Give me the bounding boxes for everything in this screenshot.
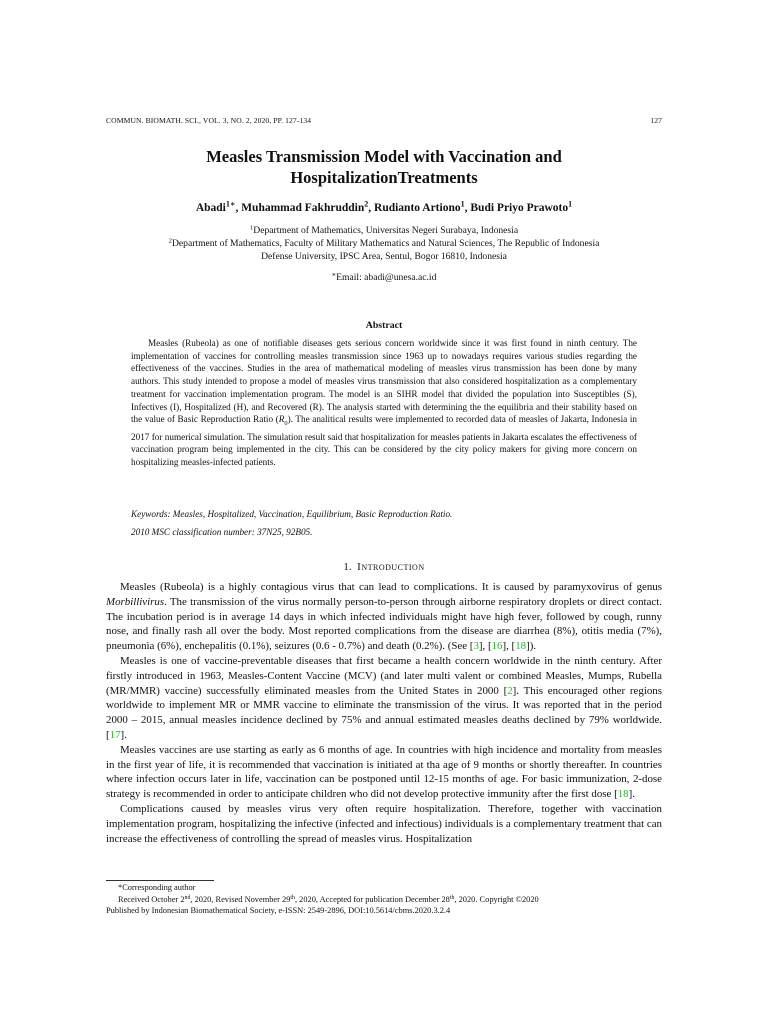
page-number: 127: [650, 116, 662, 125]
ordinal-sup: th: [290, 894, 295, 901]
author-separator: ,: [464, 202, 471, 214]
r0-symbol: R: [278, 414, 285, 425]
author-name: Muhammad Fakhruddin: [241, 202, 365, 214]
introduction-body: [106, 580, 662, 846]
citation-link[interactable]: 16: [491, 640, 503, 653]
text: ]).: [526, 640, 537, 653]
keywords-block: [131, 505, 637, 541]
abstract-text: ). The analitical results were implemented to recorded data of measles of Jakarta, Indonesia in 2017 for numerical simulation. The simulation result said that hospitalization for measles patients in Jakarta escalates the effectiveness of vaccination program being implemented in the city. This can be considered by the city policy makers for giving more concern on hospitalizing measles-infected patients.: [131, 414, 637, 468]
abstract-heading: Abstract: [365, 320, 403, 331]
text: ]. This encouraged other regions worldwide to implement MR or MMR vaccine to eliminate the transmission of the virus. It was reported that in the period 2000 – 2015, annual measles incidence declined by 75% and annual estimated measles deaths declined by 79% worldwide. [: [106, 684, 662, 741]
citation-link[interactable]: 18: [515, 640, 527, 653]
keywords: Keywords: Measles, Hospitalized, Vaccination, Equilibrium, Basic Reproduction Ratio.: [131, 509, 453, 519]
running-header: [106, 116, 662, 125]
r0-subscript: 0: [284, 420, 288, 428]
text: , 2020. Copyright ©2020: [454, 894, 539, 904]
author-separator: ,: [235, 202, 242, 214]
author-list: [0, 199, 768, 214]
ordinal-sup: nd: [184, 894, 191, 901]
citation-link[interactable]: 2: [507, 684, 513, 697]
ordinal-sup: th: [449, 894, 455, 901]
title-line-2: HospitalizationTreatments: [290, 168, 478, 187]
author-affil-sup: 1: [568, 199, 573, 209]
msc-classification: 2010 MSC classification number: 37N25, 92B05.: [131, 527, 313, 537]
publisher-info: Published by Indonesian Biomathematical Society, e-ISSN: 2549-2896, DOI:10.5614/cbms.2020.3.2.4: [106, 906, 451, 916]
genus-name: Morbillivirus: [106, 595, 165, 608]
affiliation-sup: 2: [168, 237, 172, 245]
author-affil-sup: 1∗: [225, 199, 236, 209]
text: Measles is one of vaccine-preventable diseases that first became a health concern worldwide in the ninth century. After firstly introduced in 1963, Measles-Content Vaccine (MCV) (and later multi valent or combined Measles, Mumps, Rubella (MR/MMR) vaccine) successfully eliminated measles from the United States in 2000 [: [106, 654, 662, 697]
paragraph: Complications caused by measles virus very often require hospitalization. Therefore, together with vaccination implementation program, hospitalizing the infective (infected and infectious) individuals is a complementary treatment that can increase the effectiveness of controlling the spread of measles virus. Hospitalization: [106, 802, 662, 845]
author-affil-sup: 1: [460, 199, 465, 209]
author-separator: ,: [368, 202, 375, 214]
paper-title: [0, 146, 768, 188]
affiliation-sup: 1: [249, 224, 254, 232]
text: ].: [628, 788, 635, 801]
email-sup: ∗: [331, 271, 337, 279]
citation-link[interactable]: 3: [473, 640, 479, 653]
corresponding-author-note: *Corresponding author: [118, 883, 196, 892]
affiliation-1: [0, 224, 768, 237]
text: ], [: [478, 640, 492, 653]
abstract-body: [131, 337, 637, 469]
section-number: 1.: [343, 561, 352, 573]
footnote: [106, 882, 662, 917]
affiliations: [0, 224, 768, 263]
author-name: Abadi: [195, 202, 226, 214]
section-title: Introduction: [357, 561, 425, 573]
text: , 2020, Revised November 29: [190, 894, 291, 904]
affiliation-text: Department of Mathematics, Faculty of Military Mathematics and Natural Sciences, The Republic of Indonesia: [171, 238, 600, 249]
text: , 2020, Accepted for publication December 28: [294, 894, 450, 904]
text: ].: [120, 728, 127, 741]
text: Received October 2: [118, 894, 185, 904]
abstract-text: Measles (Rubeola) as one of notifiable diseases gets serious concern worldwide since it was first found in ninth century. The implementation of vaccines for controlling measles transmission since 1963 up to nowadays requires various studies regarding the effectiveness of the vaccines. Studies in the area of mathematical modeling of measles virus transmission has been done by many authors. This study intended to propose a model of measles virus transmission that also considered hospitalization as a complementary treatment for vaccination implementation program. The model is an SIHR model that divided the population into Susceptibles (S), Infectives (I), Hospitalized (H), and Recovered (R). The analysis started with determining the the equilibria and their stability based on the value of Basic Reproduction Ratio (: [131, 338, 637, 425]
paragraph: [106, 580, 662, 654]
corresponding-email: [0, 272, 768, 283]
affiliation-2: [0, 237, 768, 250]
author-name: Budi Priyo Prawoto: [470, 202, 569, 214]
text: . The transmission of the virus normally person-to-person through airborne respiratory droplets or direct contact. The incubation period is in average 14 days in which infected individuals might have high fever, followed by cough, runny nose, and finally rash all over the body. Most reported complications from the disease are diarrhea (8%), otitis media (7%), pneumonia (6%), enchepalitis (0.1%), seizures (0.6 - 0.7%) and death (0.2%). (See [: [106, 595, 662, 653]
section-heading: [0, 561, 768, 573]
author-affil-sup: 2: [364, 199, 369, 209]
citation-link[interactable]: 17: [109, 728, 121, 741]
footnote-divider: [106, 880, 214, 881]
text: Measles (Rubeola) is a highly contagious virus that can lead to complications. It is caused by paramyxovirus of genus: [120, 581, 662, 593]
text: ], [: [502, 640, 516, 653]
paragraph: [106, 654, 662, 743]
email-text: Email: abadi@unesa.ac.id: [336, 272, 437, 283]
text: Measles vaccines are use starting as early as 6 months of age. In countries with high incidence and mortality from measles in the first year of life, it is recommended that vaccination is initiated at tha age of 9 months or shortly thereafter. In countries where infection occurs later in life, vaccination can be postponed until 12-15 months of age. For basic immunization, 2-dose strategy is recommended in order to anticipate children who did not develop protective immunity after the first dose [: [106, 743, 662, 801]
title-line-1: Measles Transmission Model with Vaccination and: [206, 147, 562, 166]
author-name: Rudianto Artiono: [374, 202, 461, 214]
citation-link[interactable]: 18: [617, 788, 629, 801]
affiliation-text: Department of Mathematics, Universitas Negeri Surabaya, Indonesia: [253, 225, 519, 236]
affiliation-2-continued: Defense University, IPSC Area, Sentul, Bogor 16810, Indonesia: [261, 251, 507, 262]
paragraph: [106, 743, 662, 802]
journal-citation: COMMUN. BIOMATH. SCI., VOL. 3, NO. 2, 2020, PP. 127-134: [106, 116, 312, 125]
received-dates: [106, 894, 662, 906]
